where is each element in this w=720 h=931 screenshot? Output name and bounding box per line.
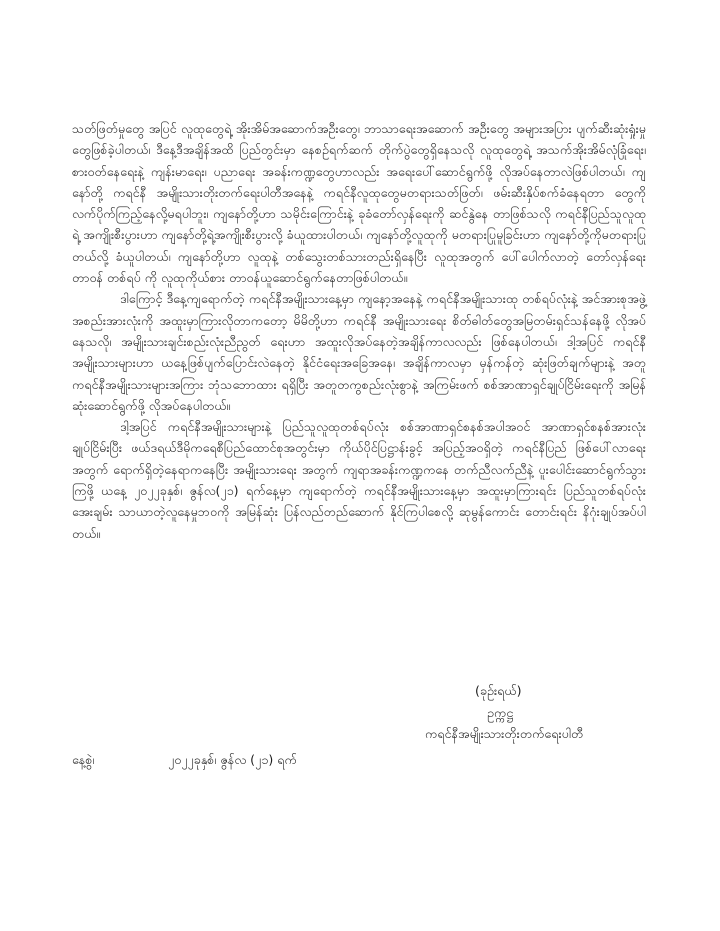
paragraph-1: သတ်ဖြတ်မှုတွေ အပြင် လူထုတွေရဲ့ အိုးအိမ်အဆောက်အဦးတွေ၊ ဘာသာရေးအဆောက် အဦးတွေ အများအပြား ပျက်ဆီးဆုံးရှုံးမှုတွေဖြစ်ခဲ့ပါတယ်၊ ဒီနေ့ဒီအချိန်အထိ ပြည်တွင်းမှာ နေစဉ်ရက်ဆက် တိုက်ပွဲတွေရှိနေသလို လူထုတွေရဲ့ အသက်အိုးအိမ်လုံခြုံရေး၊ စားဝတ်နေရေးနဲ့ ကျန်းမာရေး၊ ပညာရေး အခန်းကဏ္ဍတွေဟာလည်း အရေးပေါ်ဆောင်ရွက်ဖို့ လိုအပ်နေတာလဲဖြစ်ပါတယ်၊ ကျနော်တို့ ကရင်နီ အမျိုးသားတိုးတက်ရေးပါတီအနေနဲ့ ကရင်နီလူထုတွေမတရားသတ်ဖြတ်၊ ဖမ်းဆီးနှိပ်စက်ခံနေရတာ တွေကို လက်ပိုက်ကြည့်နေလို့မရပါဘူး၊ ကျနော်တို့ဟာ သမိုင်းကြောင်းနဲ့ ခုခံတော်လှန်ရေးကို ဆင်နွဲနေ တာဖြစ်သလို ကရင်နီပြည်သူလူထုရဲ့ အကျိုးစီးပွားဟာ ကျနော်တို့ရဲ့အကျိုးစီးပွားလို့ ခံယူထားပါတယ်၊ ကျနော်တို့လူထုကို မတရားပြုမူခြင်းဟာ ကျနော်တို့ကိုမတရားပြုတယ်လို့ ခံယူပါတယ်၊ ကျနော်တို့ဟာ လူထုနဲ့ တစ်သွေးတစ်သားတည်းရှိနေပြီး လူထုအတွက် ပေါ်ပေါက်လာတဲ့ တော်လှန်ရေးတာဝန် တစ်ရပ် ကို လူထုကိုယ်စား တာဝန်ယူဆောင်ရွက်နေတာဖြစ်ပါတယ်။ xyxy=(72,121,646,286)
signature-open: (ခုဉ်းရယ်) xyxy=(475,683,522,698)
paragraph-2: ဒါကြောင့် ဒီနေ့ကျရောက်တဲ့ ကရင်နီအမျိုးသားနေ့မှာ ကျနော့အနေနဲ့ ကရင်နီအမျိုးသားထု တစ်ရပ်လုံးနဲ့ အင်အားစုအဖွဲ့အစည်းအားလုံးကို အထူးမှာကြားလိုတာကတော့ မိမိတို့ဟာ ကရင်နီ အမျိုးသားရေး စိတ်ဓါတ်တွေအမြတမ်းရှင်သန်နေဖို့ လိုအပ်နေသလို၊ အမျိုးသားချင်းစည်းလုံးညီညွတ် ရေးဟာ အထူးလိုအပ်နေတဲ့အချိန်ကာလလည်း ဖြစ်နေပါတယ်၊ ဒါ့အပြင် ကရင်နီအမျိုးသားများဟာ ယနေ့ဖြစ်ပျက်ပြောင်းလဲနေတဲ့ နိုင်ငံရေးအခြေအနေ၊ အချိန်ကာလမှာ မှန်ကန်တဲ့ ဆုံးဖြတ်ချက်များနဲ့ အတူ ကရင်နီအမျိုးသားများအကြား ဘုံသဘောထား ရရှိပြီး အတူတကွစည်းလုံးစွာနဲ့ အကြမ်းဖက် စစ်အာဏာရှင်ချုပ်ငြိမ်းရေးကို အမြန်ဆုံးဆောင်ရွက်ဖို့ လိုအပ်နေပါတယ်။ xyxy=(72,291,646,413)
date-line xyxy=(72,749,297,770)
date-value: ၂၀၂၂ခုနှစ်၊ ဇွန်လ (၂၁) ရက် xyxy=(168,752,297,767)
organization-name: ကရင်နီအမျိုးသားတိုးတက်ရေးပါတီ xyxy=(425,726,584,741)
paragraph-3: ဒါ့အပြင် ကရင်နီအမျိုးသားများနဲ့ ပြည်သူလူထုတစ်ရပ်လုံး စစ်အာဏာရှင်စနစ်အပါအဝင် အာဏာရှင်စနစ်အားလုံးချုပ်ငြိမ်းပြီး ဖယ်ဒရယ်ဒီမိုကရေစီပြည်ထောင်စုအတွင်းမှာ ကိုယ်ပိုင်ပြဋ္ဌာန်းခွင့် အပြည့်အဝရှိတဲ့ ကရင်နီပြည် ဖြစ်ပေါ်လာရေးအတွက် ရောက်ရှိတဲ့နေရာကနေပြီး အမျိုးသားရေး အတွက် ကျရာအခန်းကဏ္ဍကနေ တက်ညီလက်ညီနဲ့ ပူးပေါင်းဆောင်ရွက်သွားကြဖို့ ယနေ့ ၂၀၂၂ခုနှစ်၊ ဇွန်လ(၂၁) ရက်နေ့မှာ ကျရောက်တဲ့ ကရင်နီအမျိုးသားနေ့မှာ အထူးမှာကြားရင်း ပြည်သူတစ်ရပ်လုံး အေးချမ်း သာယာတဲ့လူနေမှုဘဝကို အမြန်ဆုံး ပြန်လည်တည်ဆောက် နိုင်ကြပါစေလို့ ဆုမွန်ကောင်း တောင်းရင်း နိဂုံးချုပ်အပ်ပါတယ်။ xyxy=(72,419,646,541)
letter-body xyxy=(72,118,646,544)
signatory-title: ဥက္ကဋ္ဌ xyxy=(487,704,514,720)
signature-block xyxy=(395,680,695,745)
date-label: နေ့စွဲ၊ xyxy=(72,752,95,767)
